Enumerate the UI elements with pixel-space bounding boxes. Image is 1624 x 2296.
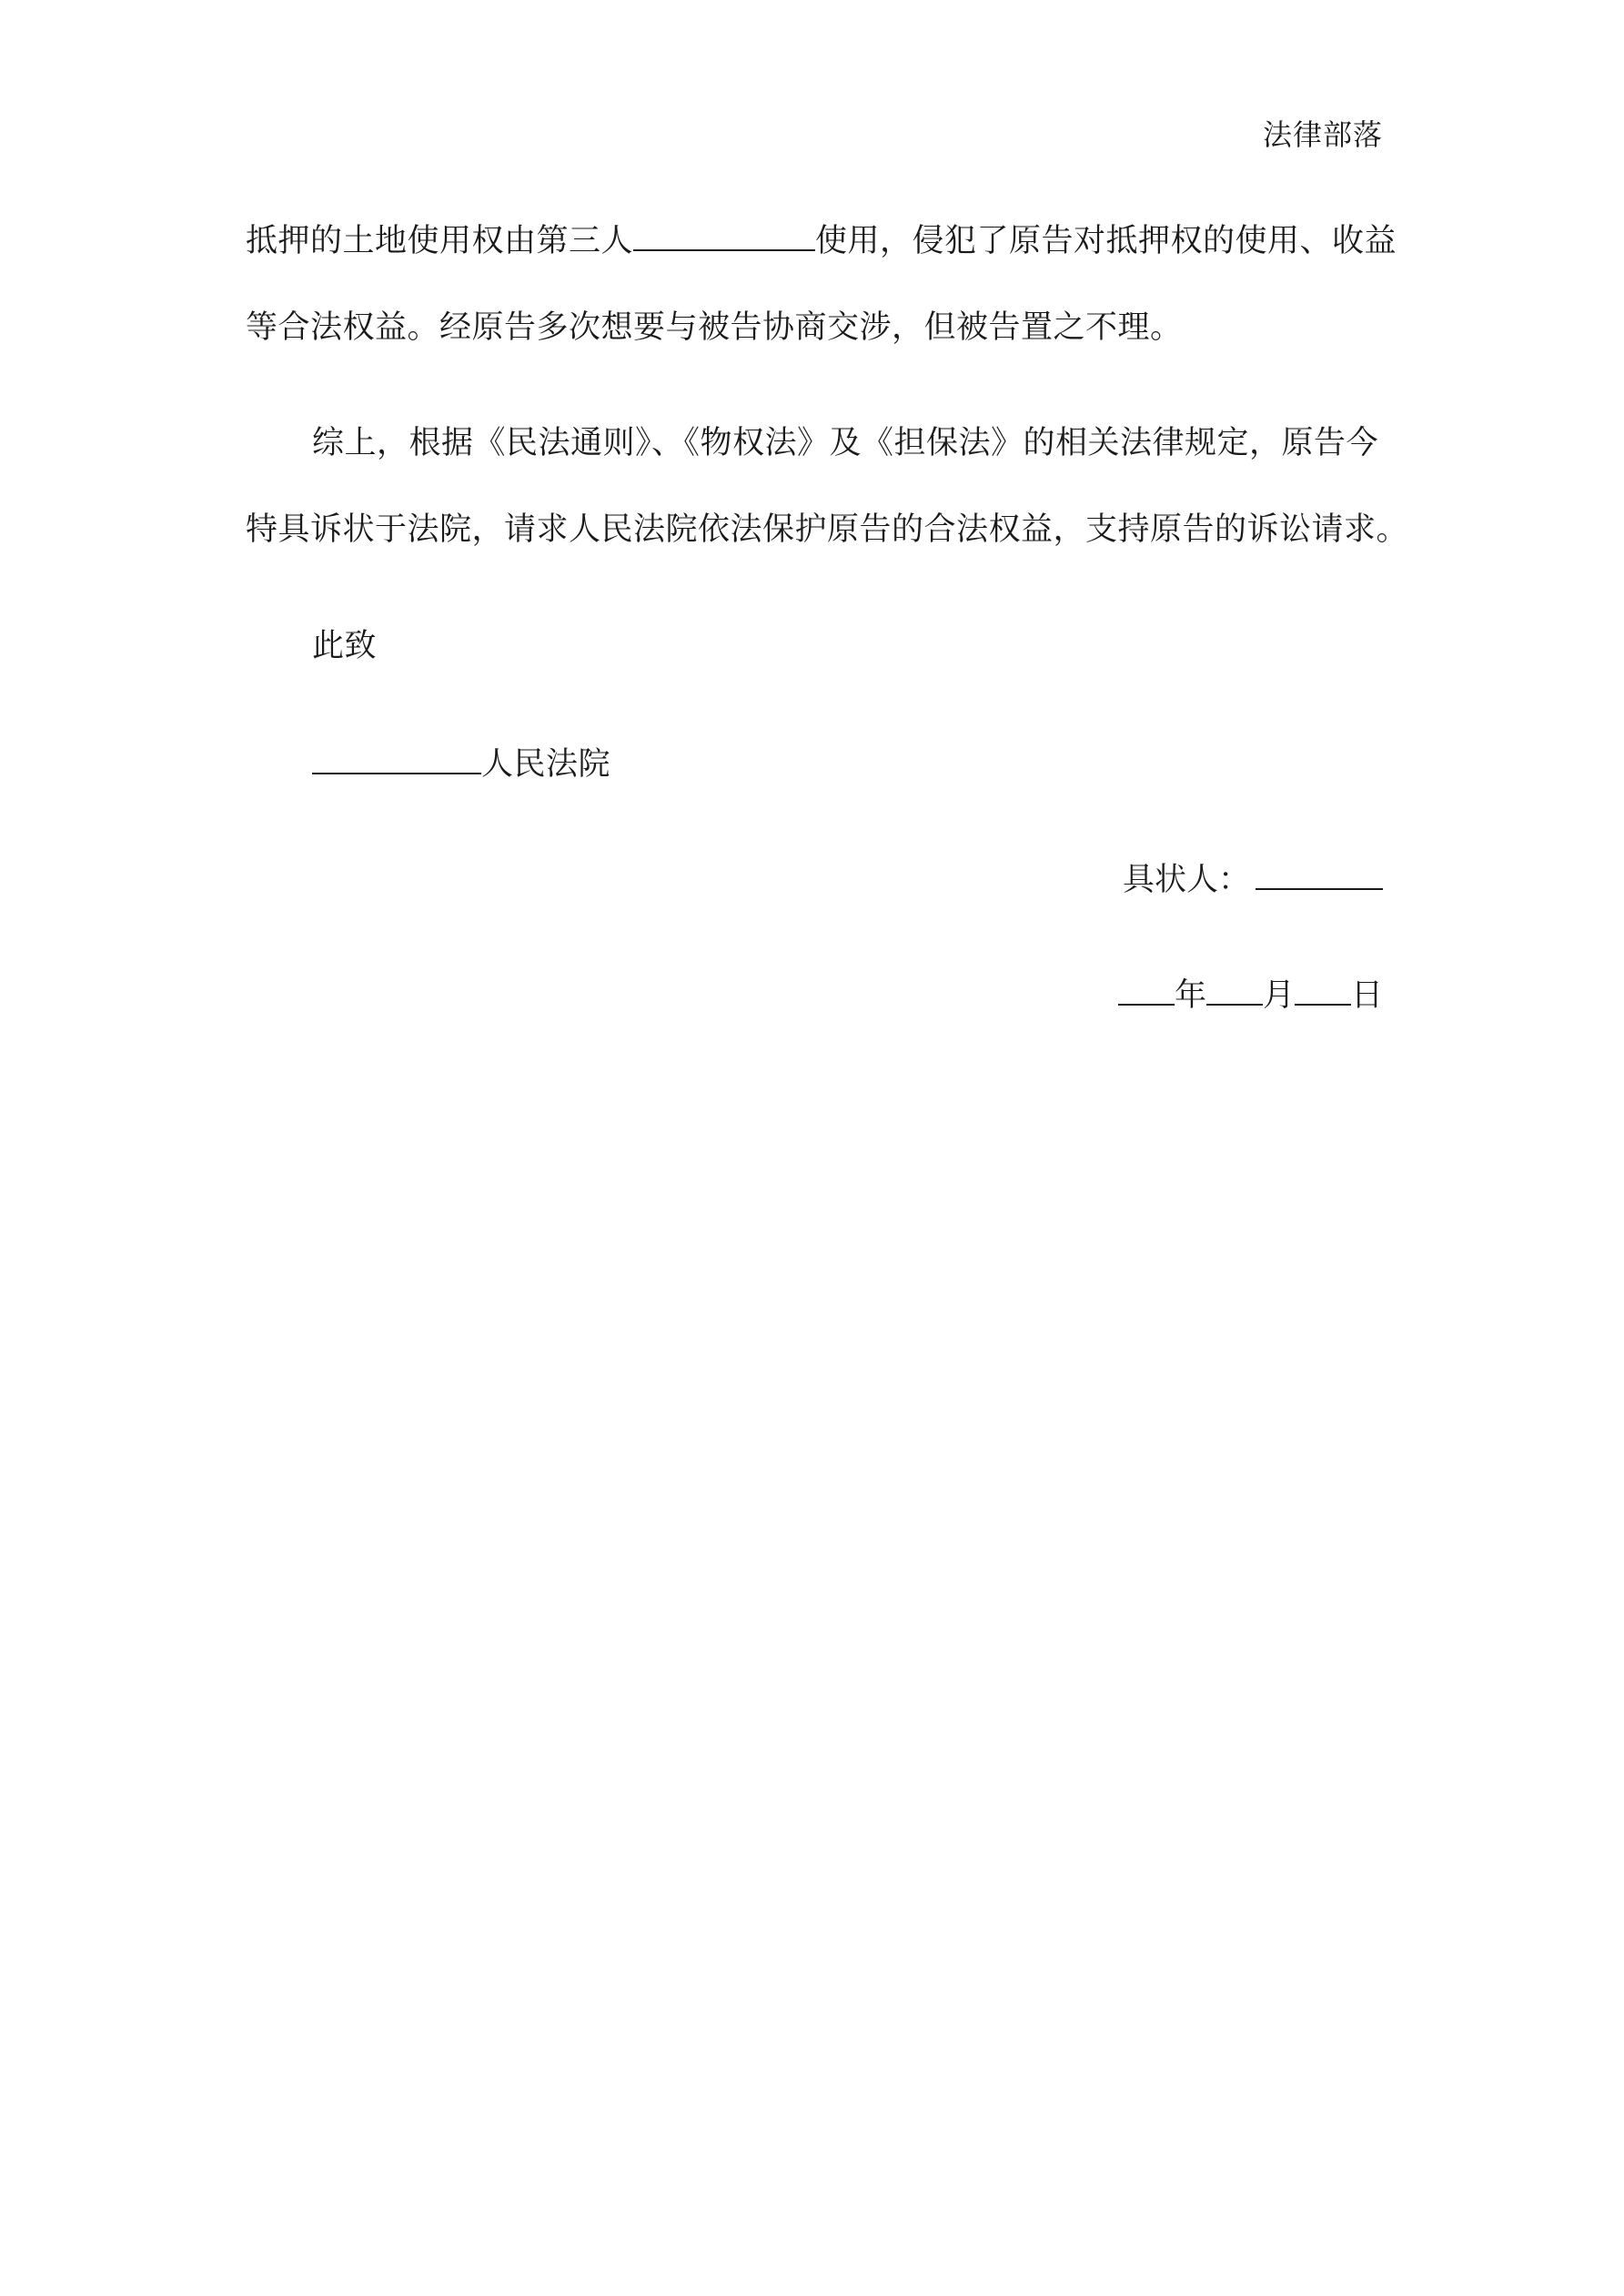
court-suffix: 人民法院 (481, 746, 611, 783)
year-blank (1118, 976, 1175, 1006)
month-label: 月 (1262, 977, 1295, 1014)
paragraph-1-line-1 (246, 221, 1397, 261)
signature-blank (1256, 861, 1383, 890)
third-party-blank (633, 222, 815, 251)
paragraph-2-line-1: 综上，根据《民法通则》、《物权法》及《担保法》的相关法律规定，原告今 (312, 425, 1379, 461)
court-line (312, 744, 610, 784)
text-segment: 抵押的土地使用权由第三人 (246, 223, 634, 259)
paragraph-1-line-2: 等合法权益。经原告多次想要与被告协商交涉，但被告置之不理。 (246, 309, 1183, 346)
year-label: 年 (1174, 977, 1206, 1014)
text-segment: 使用，侵犯了原告对抵押权的使用、收益 (815, 223, 1397, 259)
signature-label: 具状人： (1122, 862, 1250, 898)
page-header-brand: 法律部落 (1262, 117, 1383, 152)
month-blank (1206, 976, 1263, 1006)
day-label: 日 (1350, 977, 1383, 1014)
salutation: 此致 (312, 628, 378, 664)
signature-line (1123, 860, 1383, 900)
court-name-blank (312, 745, 481, 774)
date-line (1118, 976, 1383, 1016)
paragraph-2-line-2: 特具诉状于法院，请求人民法院依法保护原告的合法权益，支持原告的诉讼请求。 (246, 511, 1409, 548)
day-blank (1295, 976, 1351, 1006)
